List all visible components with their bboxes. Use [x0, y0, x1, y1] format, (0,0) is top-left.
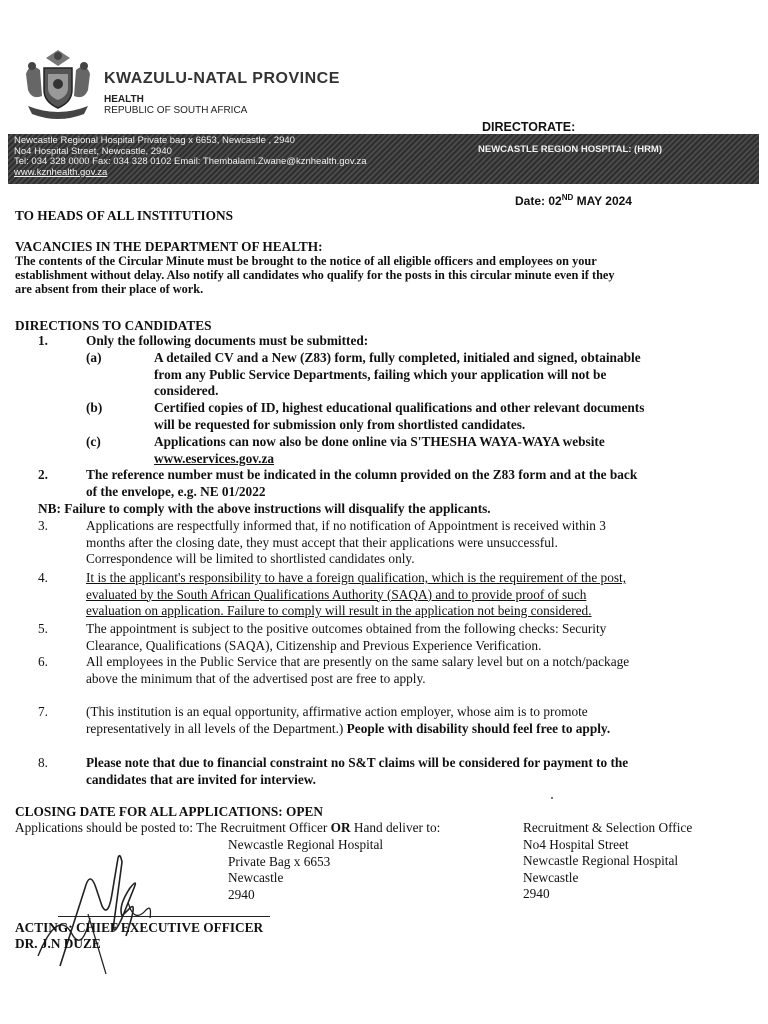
date-month-year: MAY 2024	[573, 194, 632, 208]
posting-prefix: Applications should be posted to: The Recruitment Officer	[15, 820, 331, 835]
item-number: 4.	[38, 570, 48, 585]
item-3	[86, 518, 756, 568]
directions-title: DIRECTIONS TO CANDIDATES	[15, 318, 212, 333]
sub-item-letter: (a)	[86, 350, 102, 365]
address-line: Newcastle	[228, 870, 284, 885]
signatory-name: DR. J.N DUZE	[15, 936, 101, 951]
sub-item-c	[154, 434, 754, 467]
kzn-coat-of-arms-icon	[18, 44, 98, 124]
item-line	[86, 721, 756, 738]
contact-details	[14, 136, 367, 178]
item-line: of the envelope, e.g. NE 01/2022	[86, 483, 266, 499]
item-7-text: representatively in all levels of the Department.)	[86, 720, 344, 736]
item-line: above the minimum that of the advertised post are free to apply.	[86, 670, 426, 686]
scan-speck	[551, 797, 553, 799]
vacancies-body	[15, 254, 745, 296]
item-6	[86, 654, 756, 687]
signature-line	[58, 916, 270, 917]
address-line: Newcastle Regional Hospital	[523, 853, 679, 868]
item-number: 8.	[38, 755, 48, 770]
posting-instructions	[15, 820, 440, 837]
item-7	[86, 704, 756, 737]
sub-item-line: considered.	[154, 383, 219, 398]
item-number: 7.	[38, 704, 48, 719]
vacancies-title: VACANCIES IN THE DEPARTMENT OF HEALTH:	[15, 239, 323, 254]
item-line: (This institution is an equal opportunity, affirmative action employer, whose aim is to promote	[86, 704, 588, 719]
address-line: Recruitment & Selection Office	[523, 820, 693, 835]
sub-item-letter: (b)	[86, 400, 103, 415]
item-2	[86, 467, 756, 500]
closing-date-title: CLOSING DATE FOR ALL APPLICATIONS: OPEN	[15, 804, 323, 819]
item-line: evaluated by the South African Qualifications Authority (SAQA) and to provide proof of such	[86, 586, 587, 602]
item-number: 3.	[38, 518, 48, 533]
sub-item-line: from any Public Service Departments, failing which your application will not be	[154, 366, 607, 382]
website-link[interactable]: www.kznhealth.gov.za	[14, 166, 108, 178]
item-number: 1.	[38, 333, 48, 348]
signatory-title: ACTING: CHIEF EXECUTIVE OFFICER	[15, 920, 264, 935]
sub-item-line: A detailed CV and a New (Z83) form, fully completed, initialed and signed, obtainable	[154, 350, 641, 365]
item-number: 6.	[38, 654, 48, 669]
department-name: HEALTH	[104, 94, 144, 105]
nb-warning: NB: Failure to comply with the above instructions will disqualify the applicants.	[38, 501, 491, 516]
department-block	[104, 94, 247, 116]
or-label: OR	[330, 820, 351, 835]
item-line: Clearance, Qualifications (SAQA), Citizenship and Previous Experience Verification.	[86, 637, 542, 653]
contact-address-line: Newcastle Regional Hospital Private bag x 6653, Newcastle , 2940	[14, 135, 295, 146]
document-date	[515, 193, 632, 208]
contact-street-line: No4 Hospital Street, Newcastle, 2940	[14, 145, 172, 157]
date-suffix-sup: ND	[561, 193, 574, 202]
handwritten-signature	[30, 848, 280, 978]
sub-item-a	[154, 350, 754, 400]
item-line: Please note that due to financial constraint no S&T claims will be considered for payment to the	[86, 755, 629, 770]
address-line: 2940	[523, 886, 550, 901]
item-1-text: Only the following documents must be submitted:	[86, 333, 369, 348]
sub-item-b	[154, 400, 754, 433]
hospital-name: NEWCASTLE REGION HOSPITAL: (HRM)	[478, 144, 663, 155]
eservices-link[interactable]: www.eservices.gov.za	[154, 450, 275, 466]
item-4	[86, 570, 756, 620]
address-line: No4 Hospital Street	[523, 836, 629, 852]
date-prefix: Date: 02	[515, 194, 562, 208]
item-5	[86, 621, 756, 654]
sub-item-letter: (c)	[86, 434, 101, 449]
item-line: It is the applicant's responsibility to have a foreign qualification, which is the requirement of the post,	[86, 570, 627, 585]
address-line: Newcastle	[523, 869, 579, 885]
item-number: 5.	[38, 621, 48, 636]
item-8	[86, 755, 756, 788]
province-title: KWAZULU-NATAL PROVINCE	[104, 70, 340, 87]
address-line: Private Bag x 6653	[228, 853, 331, 869]
item-line: All employees in the Public Service that are presently on the same salary level but on a notch/package	[86, 654, 630, 669]
sub-item-line: will be requested for submission only from shortlisted candidates.	[154, 416, 526, 432]
directorate-label: DIRECTORATE:	[482, 120, 576, 134]
item-line: The appointment is subject to the positive outcomes obtained from the following checks: Security	[86, 621, 607, 636]
disability-note: People with disability should feel free to apply.	[343, 720, 611, 736]
item-line: candidates that are invited for interview.	[86, 771, 316, 787]
item-line: months after the closing date, they must accept that their applications were unsuccessful.	[86, 534, 558, 550]
posting-suffix: Hand deliver to:	[350, 820, 441, 835]
item-line: The reference number must be indicated in the column provided on the Z83 form and at the back	[86, 467, 638, 482]
sub-item-line: Applications can now also be done online via S'THESHA WAYA-WAYA website	[154, 434, 605, 449]
contact-banner	[8, 134, 759, 184]
contact-phone-email-line: Tel: 034 328 0000 Fax: 034 328 0102 Email: Thembalami.Zwane@kznhealth.gov.za	[14, 156, 367, 168]
item-line: Applications are respectfully informed that, if no notification of Appointment is received within 3	[86, 518, 606, 533]
address-line: 2940	[228, 886, 255, 902]
sub-item-line: Certified copies of ID, highest educational qualifications and other relevant documents	[154, 400, 645, 415]
address-line: Newcastle Regional Hospital	[228, 837, 384, 852]
item-line: evaluation on application. Failure to comply will result in the application not being considered.	[86, 603, 592, 618]
item-line: Correspondence will be limited to shortlisted candidates only.	[86, 551, 415, 566]
hand-delivery-address	[523, 820, 692, 903]
vacancies-line: are absent from their place of work.	[15, 282, 204, 296]
vacancies-line: establishment without delay. Also notify all candidates who qualify for the posts in this circular minute even if they	[15, 268, 615, 282]
item-number: 2.	[38, 467, 48, 482]
vacancies-line: The contents of the Circular Minute must be brought to the notice of all eligible officers and employees on your	[15, 254, 597, 268]
republic-name: REPUBLIC OF SOUTH AFRICA	[104, 105, 248, 116]
salutation: TO HEADS OF ALL INSTITUTIONS	[15, 208, 233, 223]
